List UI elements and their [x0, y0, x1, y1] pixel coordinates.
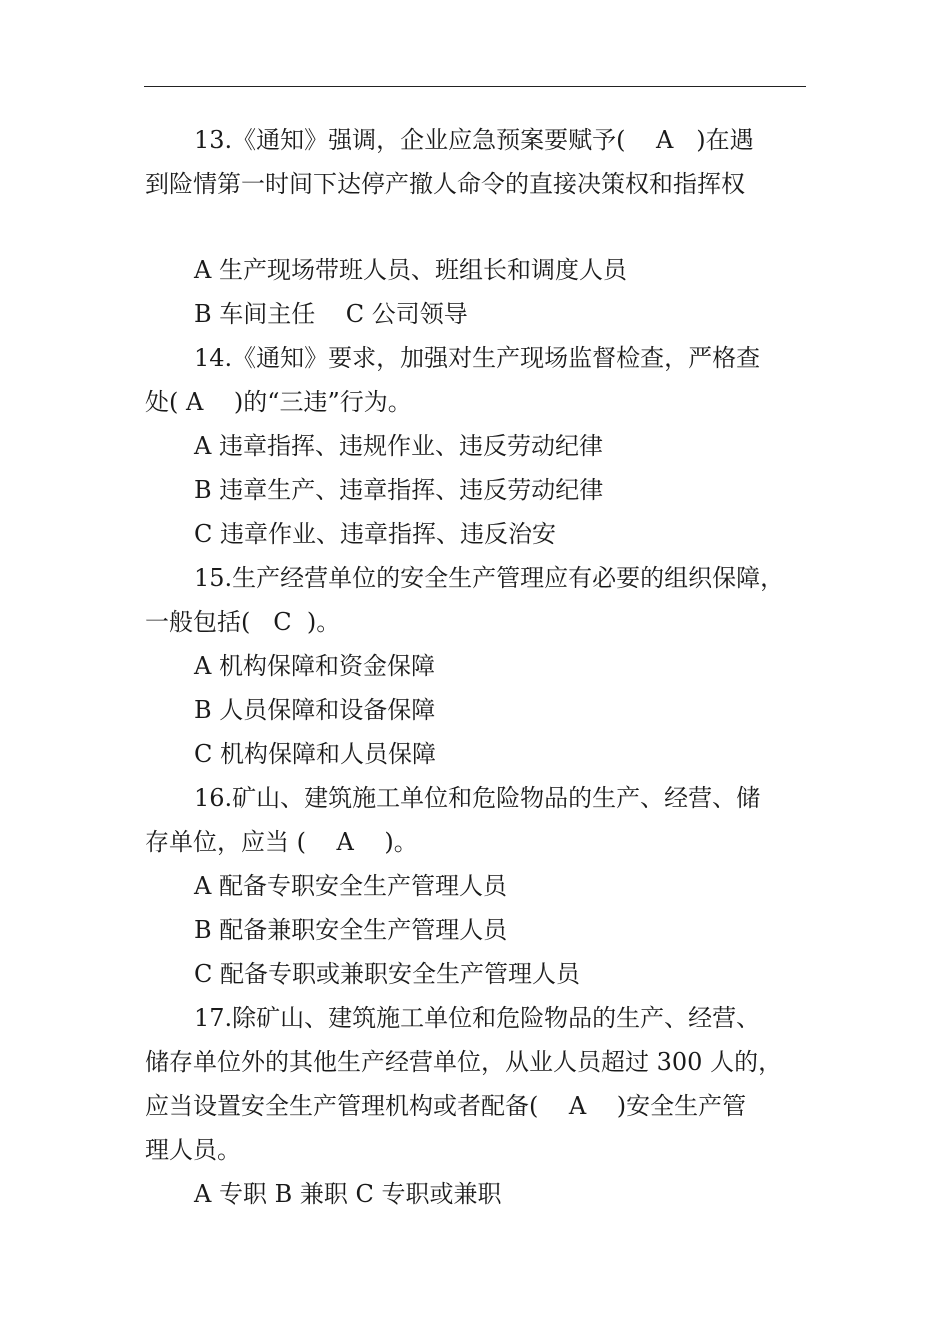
question-13-stem-line-2: 到险情第一时间下达停产撤人命令的直接决策权和指挥权 [145, 170, 745, 198]
header-rule [144, 86, 806, 87]
question-17-stem-line-4: 理人员。 [145, 1136, 241, 1164]
question-15-option-a: A 机构保障和资金保障 [194, 652, 435, 680]
paragraph-gap [145, 206, 825, 248]
question-15-stem-line-1: 15.生产经营单位的安全生产管理应有必要的组织保障， [194, 564, 785, 592]
question-16-option-a: A 配备专职安全生产管理人员 [194, 872, 507, 900]
question-16-stem-line-1: 16.矿山、建筑施工单位和危险物品的生产、经营、储 [194, 784, 761, 812]
question-17-options: A 专职 B 兼职 C 专职或兼职 [194, 1180, 502, 1208]
question-13-stem-line-1: 13.《通知》强调，企业应急预案要赋予( A )在遇 [194, 126, 754, 154]
question-16-stem-line-2: 存单位，应当 ( A )。 [145, 828, 418, 856]
question-17-stem-line-2: 储存单位外的其他生产经营单位，从业人员超过 300 人的， [145, 1048, 783, 1076]
question-14-stem-line-2: 处( A )的“三违”行为。 [145, 388, 412, 416]
question-17-stem-line-3: 应当设置安全生产管理机构或者配备( A )安全生产管 [145, 1092, 747, 1120]
question-14-stem-line-1: 14.《通知》要求，加强对生产现场监督检查，严格查 [194, 344, 761, 372]
question-15-option-c: C 机构保障和人员保障 [194, 740, 436, 768]
question-list [145, 118, 825, 1216]
question-14-option-c: C 违章作业、违章指挥、违反治安 [194, 520, 556, 548]
question-17-stem-line-1: 17.除矿山、建筑施工单位和危险物品的生产、经营、 [194, 1004, 761, 1032]
question-15-option-b: B 人员保障和设备保障 [194, 696, 436, 724]
question-13-option-bc: B 车间主任 C 公司领导 [194, 300, 468, 328]
question-15-stem-line-2: 一般包括( C )。 [145, 608, 341, 636]
question-13-option-a: A 生产现场带班人员、班组长和调度人员 [194, 256, 627, 284]
question-16-option-b: B 配备兼职安全生产管理人员 [194, 916, 508, 944]
question-14-option-a: A 违章指挥、违规作业、违反劳动纪律 [194, 432, 603, 460]
question-16-option-c: C 配备专职或兼职安全生产管理人员 [194, 960, 580, 988]
question-14-option-b: B 违章生产、违章指挥、违反劳动纪律 [194, 476, 604, 504]
